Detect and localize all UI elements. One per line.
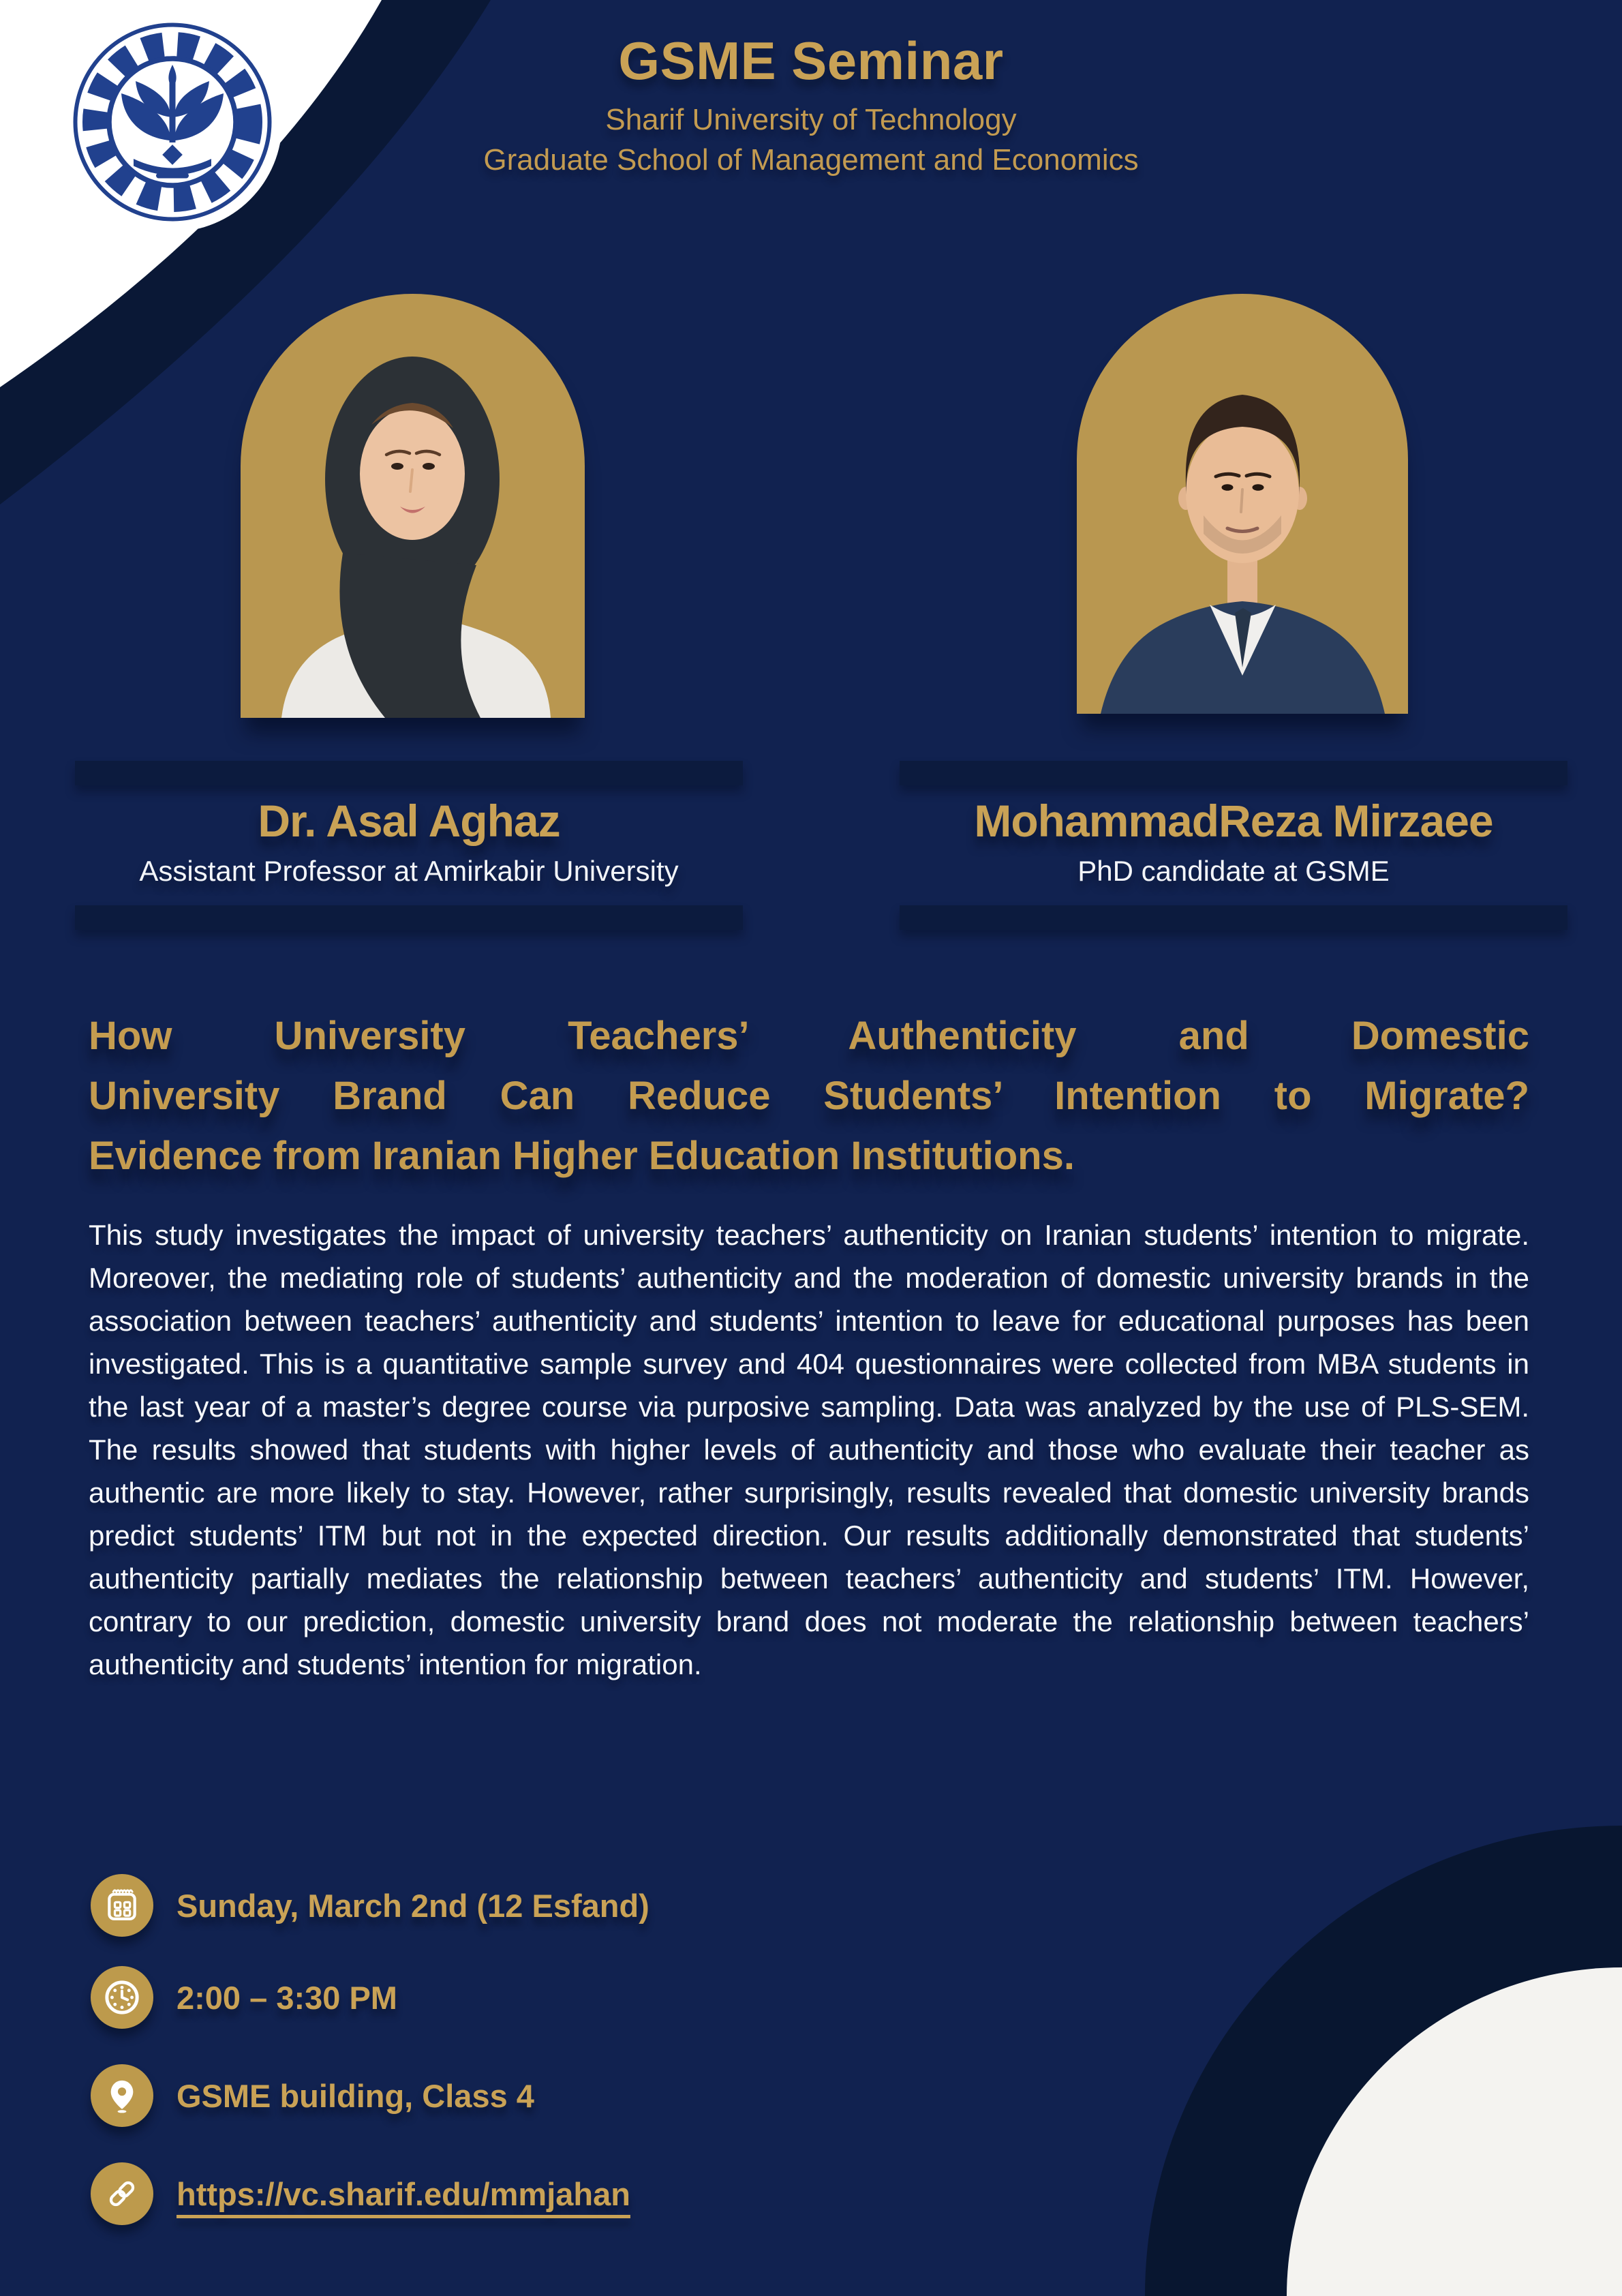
speaker-role: Assistant Professor at Amirkabir University (139, 855, 679, 887)
abstract-text: This study investigates the impact of university teachers’ authenticity on Iranian students’ intention to migrate. Moreover, the mediating role of students’ authenticity and the moderation of domestic university brands in the association between teachers’ authenticity and students’ intention to leave for educational purposes has been investigated. This is a quantitative sample survey and 404 questionnaires were collected from MBA students in the last year of a master’s degree course via purposive sampling. Data was analyzed by the use of PLS-SEM. The results showed that students with higher levels of authenticity and those who evaluate their teacher as authentic are more likely to stay. However, rather surprisingly, results revealed that domestic university brands predict students’ ITM but not in the expected direction. Our results additionally demonstrated that students’ authenticity partially mediates the relationship between teachers’ authenticity and students’ ITM. However, contrary to our prediction, domestic university brand does not moderate the relationship between teachers’ authenticity and students’ intention for migration. (89, 1219, 1529, 1680)
speaker-card-asal-aghaz (75, 761, 743, 930)
clock-icon (91, 1966, 153, 2029)
header-subtitle-school: Graduate School of Management and Economics (483, 142, 1139, 177)
woman-portrait-illustration (241, 294, 585, 718)
event-time-row (91, 1966, 397, 2029)
location-pin-icon (91, 2064, 153, 2127)
divider-bar (900, 905, 1567, 930)
man-portrait-illustration (1077, 294, 1408, 714)
divider-bar (900, 761, 1567, 785)
event-date: Sunday, March 2nd (12 Esfand) (177, 1887, 649, 1924)
page-title: GSME Seminar (618, 31, 1004, 91)
header (0, 30, 1622, 177)
speaker-photo-mohammadreza-mirzaee (1077, 294, 1408, 714)
event-time: 2:00 – 3:30 PM (177, 1979, 397, 2016)
seminar-title (89, 1006, 1529, 1186)
seminar-title-line: How University Teachers’ Authenticity and Domestic (89, 1014, 1529, 1058)
speaker-name: MohammadReza Mirzaee (974, 796, 1493, 846)
speaker-name: Dr. Asal Aghaz (258, 796, 560, 846)
event-location: GSME building, Class 4 (177, 2077, 534, 2114)
speaker-card-mohammadreza-mirzaee (900, 761, 1567, 930)
meeting-link[interactable]: https://vc.sharif.edu/mmjahan (177, 2175, 630, 2212)
speaker-photo-asal-aghaz (241, 294, 585, 718)
header-subtitle-university: Sharif University of Technology (605, 103, 1017, 136)
speaker-role: PhD candidate at GSME (1077, 855, 1390, 887)
divider-bar (75, 761, 743, 785)
calendar-icon (91, 1874, 153, 1937)
link-icon (91, 2162, 153, 2225)
event-location-row (91, 2064, 534, 2127)
event-link-row (91, 2162, 630, 2225)
seminar-title-line: University Brand Can Reduce Students’ Intention to Migrate? (89, 1074, 1529, 1118)
divider-bar (75, 905, 743, 930)
event-date-row (91, 1874, 649, 1937)
seminar-title-line: Evidence from Iranian Higher Education Institutions. (89, 1134, 1075, 1178)
